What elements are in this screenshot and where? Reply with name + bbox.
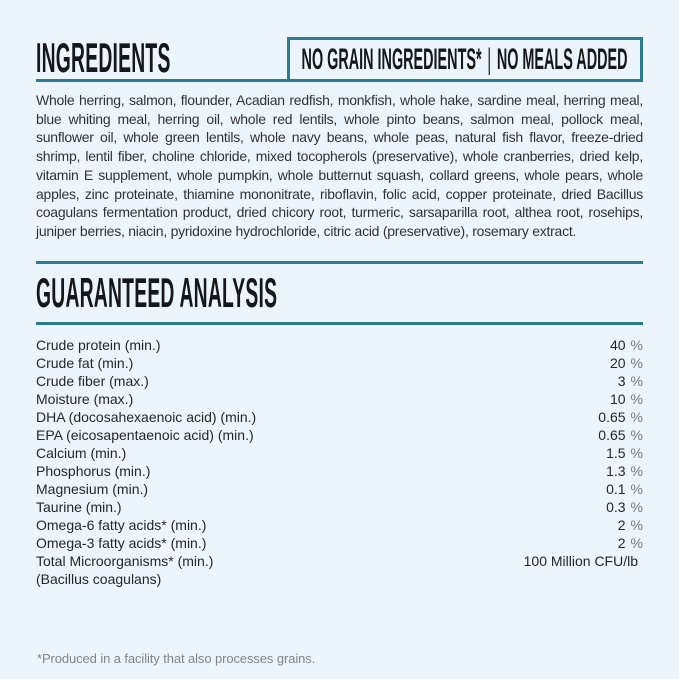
analysis-row-value (610, 354, 643, 372)
table-row (36, 336, 643, 354)
analysis-row-label-line1: Total Microorganisms* (min.) (36, 553, 214, 569)
analysis-row-value (618, 372, 643, 390)
analysis-row-label: Moisture (max.) (36, 391, 134, 407)
analysis-amount: 0.3 (606, 499, 626, 515)
guaranteed-analysis-heading: GUARANTEED ANALYSIS (36, 269, 278, 316)
analysis-row-label-line2: (Bacillus coagulans) (36, 571, 162, 587)
no-grain-badge (287, 37, 643, 82)
analysis-row-label: Omega-3 fatty acids* (min.) (36, 535, 207, 551)
analysis-amount: 1.3 (606, 463, 626, 479)
analysis-amount: 3 (617, 373, 626, 389)
analysis-row-label (36, 552, 213, 588)
table-row (36, 390, 643, 408)
analysis-amount: 0.65 (598, 409, 626, 425)
analysis-amount: 40 (609, 337, 626, 353)
analysis-amount: 0.1 (606, 481, 626, 497)
table-row (36, 354, 643, 372)
analysis-row-value (524, 552, 643, 570)
ingredients-header (36, 36, 643, 82)
guaranteed-analysis-header (36, 261, 643, 325)
table-row (36, 426, 643, 444)
analysis-amount: 2 (617, 535, 626, 551)
analysis-amount: 20 (609, 355, 626, 371)
table-row (36, 372, 643, 390)
analysis-row-value (598, 426, 643, 444)
analysis-row-label: Magnesium (min.) (36, 481, 149, 497)
analysis-unit: % (630, 517, 643, 533)
analysis-amount: 10 (609, 391, 626, 407)
analysis-row-value (610, 336, 643, 354)
ingredients-text: Whole herring, salmon, flounder, Acadian redfish, monkfish, whole hake, sardine meal, herring meal, blue whiting meal, herring oil, whole red lentils, whole pinto beans, salmon meal, pollock meal, sunflower oil, whole green lentils, whole navy beans, whole peas, natural fish flavor, freeze-dried shrimp, lentil fiber, choline chloride, mixed tocopherols (preservative), whole cranberries, dried kelp, vitamin E supplement, whole pumpkin, whole butternut squash, collard greens, whole pears, whole apples, zinc proteinate, thiamine mononitrate, riboflavin, folic acid, copper proteinate, dried Bacillus coagulans fermentation product, dried chicory root, turmeric, sarsaparilla root, althea root, rosehips, juniper berries, niacin, pyridoxine hydrochloride, citric acid (preservative), rosemary extract. (36, 92, 643, 239)
table-row (36, 462, 643, 480)
analysis-row-label: EPA (eicosapentaenoic acid) (min.) (36, 427, 254, 443)
analysis-unit: % (630, 481, 643, 497)
badge-right-label: NO MEALS ADDED (497, 42, 628, 76)
analysis-row-value (618, 534, 643, 552)
analysis-row-label: Crude fat (min.) (36, 355, 134, 371)
no-grain-badge-text (302, 43, 628, 77)
analysis-row-value (598, 408, 643, 426)
analysis-row-label: DHA (docosahexaenoic acid) (min.) (36, 409, 257, 425)
analysis-unit: % (630, 409, 643, 425)
analysis-unit: % (630, 499, 643, 515)
analysis-amount: 100 Million CFU/lb (523, 553, 638, 569)
analysis-row-label: Crude protein (min.) (36, 337, 161, 353)
guaranteed-analysis-table (36, 336, 643, 588)
analysis-row-label: Omega-6 fatty acids* (min.) (36, 517, 207, 533)
table-row (36, 480, 643, 498)
table-row (36, 516, 643, 534)
analysis-row-value (606, 444, 643, 462)
footnote-text: *Produced in a facility that also processes grains. (37, 651, 316, 666)
analysis-amount: 2 (617, 517, 626, 533)
table-row (36, 552, 643, 588)
table-row (36, 498, 643, 516)
analysis-unit: % (630, 463, 643, 479)
badge-left-label: NO GRAIN INGREDIENTS* (302, 42, 483, 76)
analysis-unit: % (630, 373, 643, 389)
analysis-unit: % (630, 355, 643, 371)
analysis-row-label: Crude fiber (max.) (36, 373, 149, 389)
analysis-unit: % (630, 391, 643, 407)
table-row (36, 408, 643, 426)
analysis-unit: % (630, 337, 643, 353)
table-row (36, 444, 643, 462)
divider-rule-bottom (36, 322, 643, 325)
analysis-unit: % (630, 445, 643, 461)
analysis-row-label: Calcium (min.) (36, 445, 127, 461)
analysis-unit: % (630, 427, 643, 443)
analysis-row-value (606, 480, 643, 498)
analysis-amount: 1.5 (606, 445, 626, 461)
analysis-row-value (606, 498, 643, 516)
table-row (36, 534, 643, 552)
analysis-amount: 0.65 (598, 427, 626, 443)
ingredients-heading: INGREDIENTS (36, 34, 171, 81)
badge-separator: | (487, 42, 492, 76)
analysis-row-value (618, 516, 643, 534)
analysis-row-value (610, 390, 643, 408)
analysis-row-label: Phosphorus (min.) (36, 463, 151, 479)
analysis-row-value (606, 462, 643, 480)
analysis-row-label: Taurine (min.) (36, 499, 122, 515)
analysis-unit: % (630, 535, 643, 551)
